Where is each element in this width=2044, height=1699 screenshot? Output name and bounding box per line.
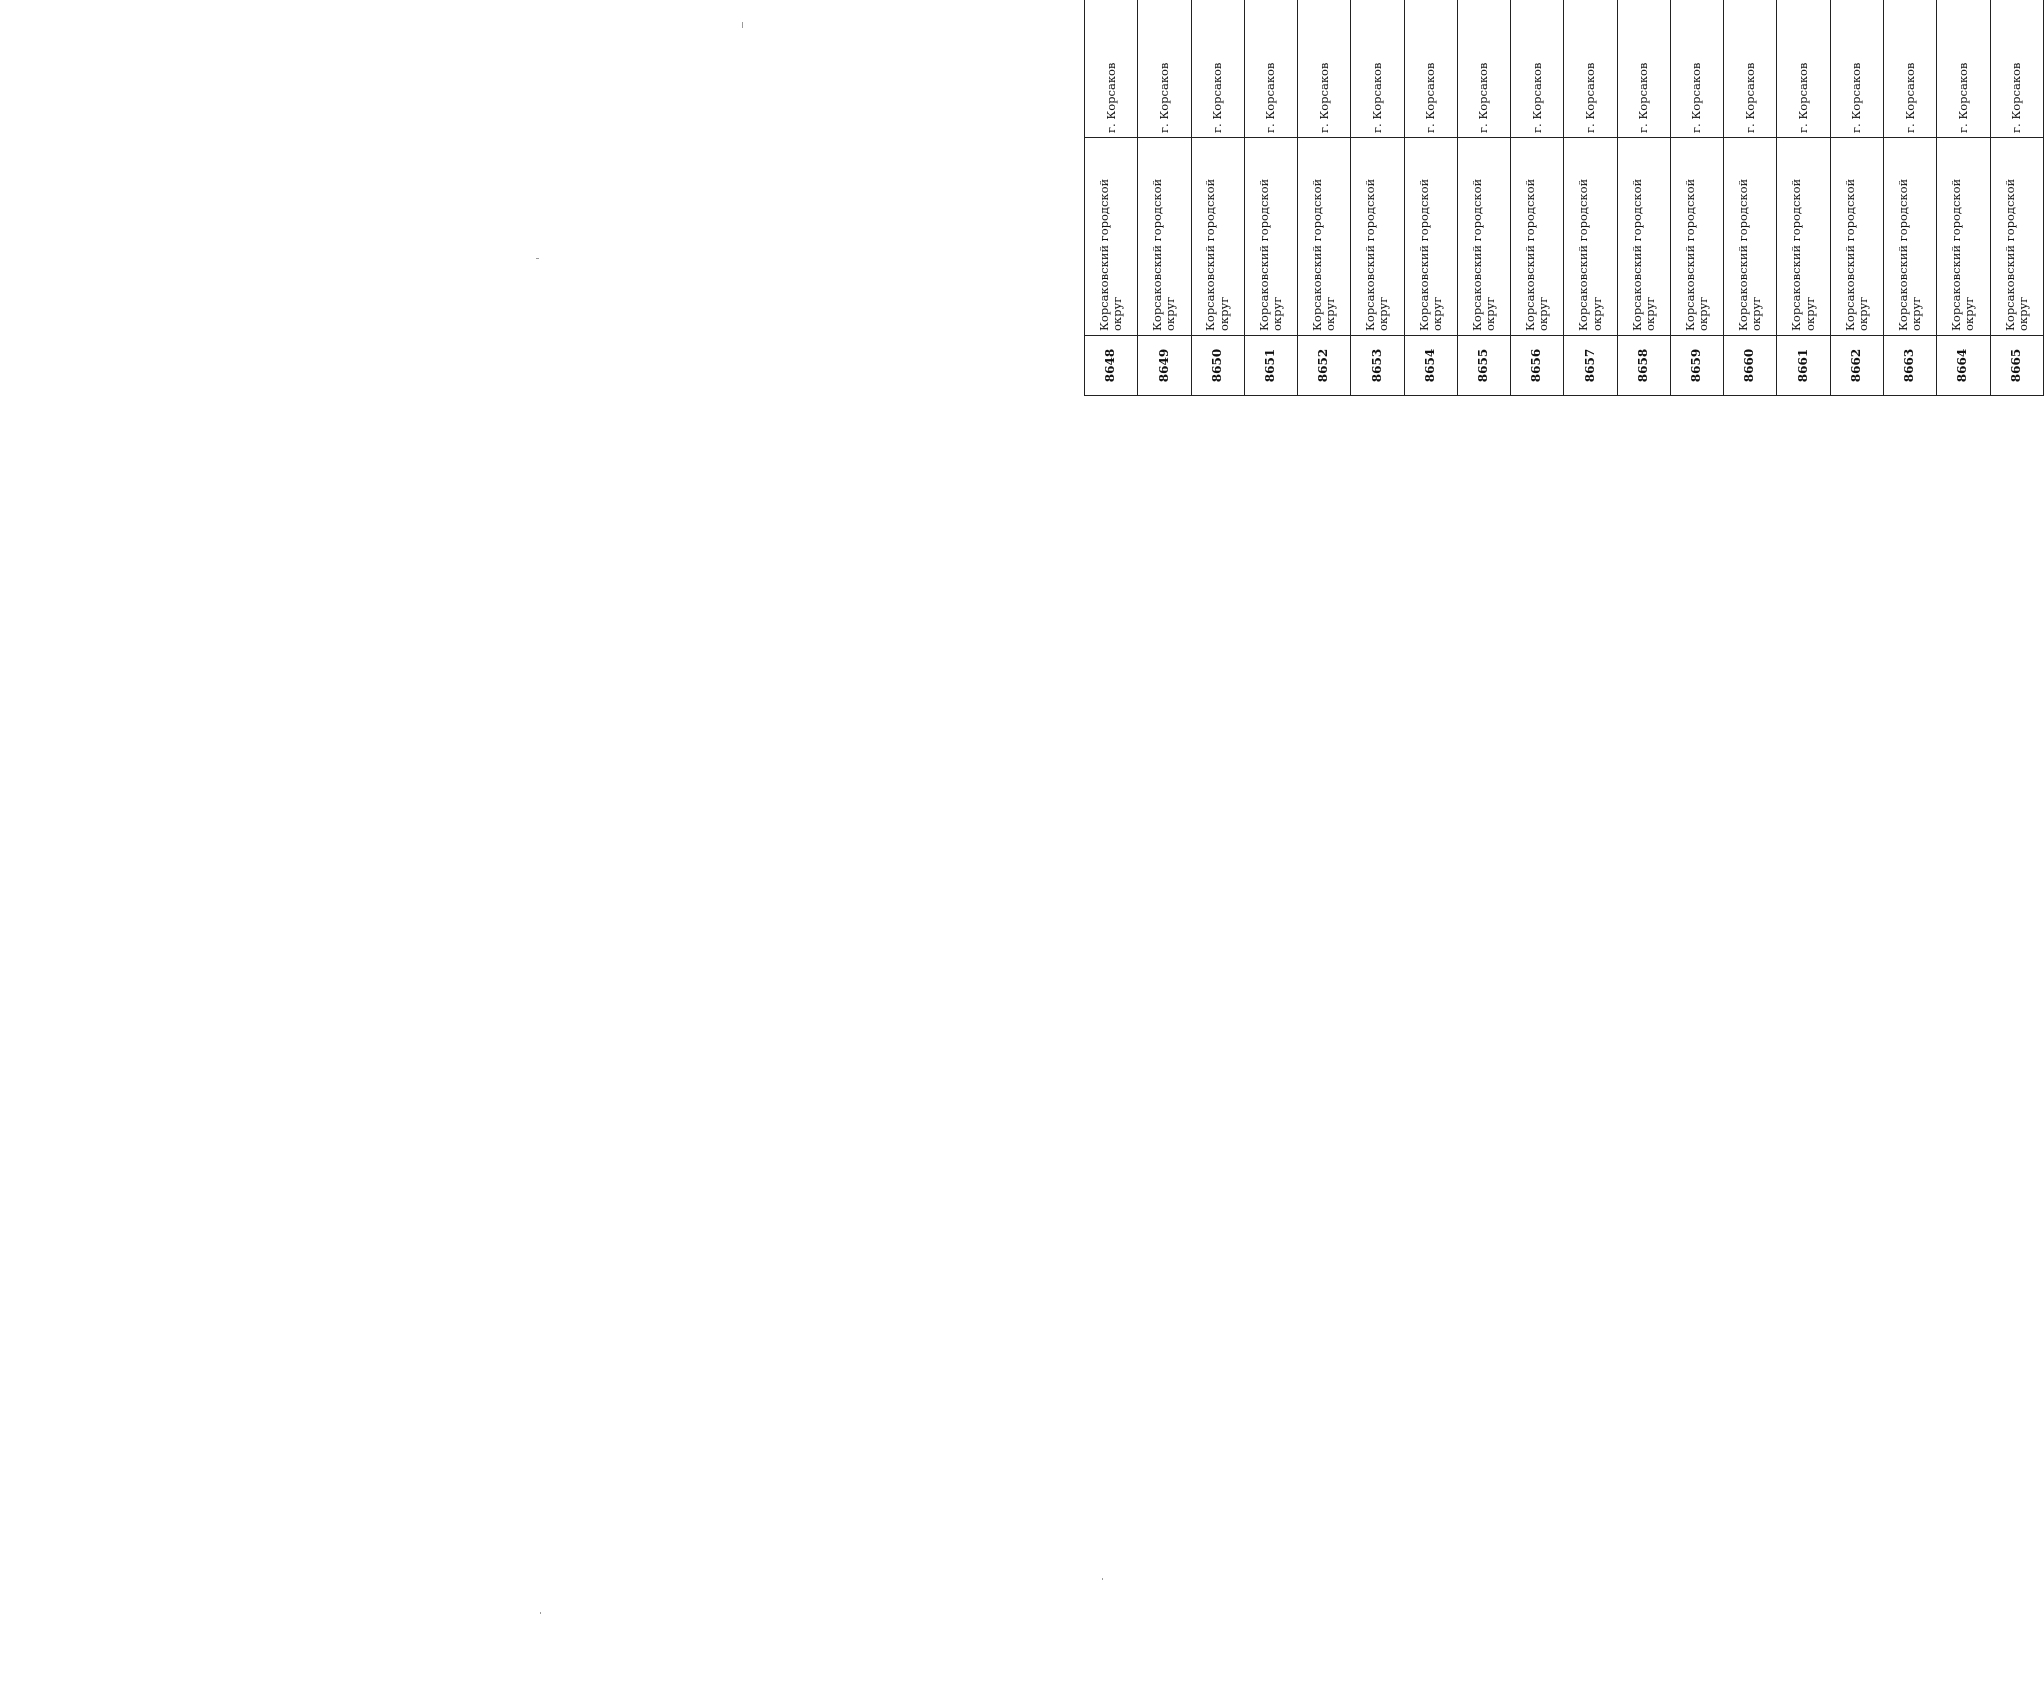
row-number: 8662	[1830, 336, 1883, 396]
row-number: 8657	[1564, 336, 1617, 396]
row-number: 8649	[1138, 336, 1191, 396]
locality-cell: г. Корсаков	[1617, 0, 1670, 138]
locality-cell: г. Корсаков	[1085, 0, 1138, 138]
table-row	[1990, 0, 2043, 396]
district-cell: Корсаковский городской округ	[1404, 138, 1457, 336]
locality-cell: г. Корсаков	[1724, 0, 1777, 138]
locality-cell: г. Корсаков	[1138, 0, 1191, 138]
table-row	[1351, 0, 1404, 396]
scan-speck	[742, 22, 743, 28]
district-cell: Корсаковский городской округ	[1937, 138, 1990, 336]
row-number: 8651	[1244, 336, 1297, 396]
row-number: 8659	[1670, 336, 1723, 396]
row-number: 8664	[1937, 336, 1990, 396]
locality-cell: г. Корсаков	[1564, 0, 1617, 138]
district-cell: Корсаковский городской округ	[1990, 138, 2043, 336]
row-number: 8653	[1351, 336, 1404, 396]
table-row	[1617, 0, 1670, 396]
scan-speck	[1102, 1578, 1103, 1580]
table-row	[1404, 0, 1457, 396]
district-cell: Корсаковский городской округ	[1244, 138, 1297, 336]
row-number: 8665	[1990, 336, 2043, 396]
row-number: 8656	[1511, 336, 1564, 396]
district-cell: Корсаковский городской округ	[1191, 138, 1244, 336]
locality-cell: г. Корсаков	[1937, 0, 1990, 138]
locality-cell: г. Корсаков	[1511, 0, 1564, 138]
locality-cell: г. Корсаков	[1990, 0, 2043, 138]
district-cell: Корсаковский городской округ	[1138, 138, 1191, 336]
locality-cell: г. Корсаков	[1670, 0, 1723, 138]
district-cell: Корсаковский городской округ	[1085, 138, 1138, 336]
district-cell: Корсаковский городской округ	[1670, 138, 1723, 336]
district-cell: Корсаковский городской округ	[1298, 138, 1351, 336]
table-row	[1244, 0, 1297, 396]
table-row	[1670, 0, 1723, 396]
district-cell: Корсаковский городской округ	[1883, 138, 1936, 336]
row-number: 8652	[1298, 336, 1351, 396]
row-number: 8661	[1777, 336, 1830, 396]
row-number: 8655	[1457, 336, 1510, 396]
table-row	[1191, 0, 1244, 396]
district-cell: Корсаковский городской округ	[1511, 138, 1564, 336]
district-cell: Корсаковский городской округ	[1351, 138, 1404, 336]
locality-cell: г. Корсаков	[1457, 0, 1510, 138]
table-row	[1564, 0, 1617, 396]
row-number: 8658	[1617, 336, 1670, 396]
district-cell: Корсаковский городской округ	[1564, 138, 1617, 336]
row-number: 8660	[1724, 336, 1777, 396]
table-row	[1937, 0, 1990, 396]
table-row	[1457, 0, 1510, 396]
scan-speck	[540, 1612, 541, 1614]
district-cell: Корсаковский городской округ	[1724, 138, 1777, 336]
table-row	[1298, 0, 1351, 396]
table-row	[1724, 0, 1777, 396]
row-number: 8654	[1404, 336, 1457, 396]
locality-cell: г. Корсаков	[1244, 0, 1297, 138]
row-number: 8663	[1883, 336, 1936, 396]
table-row	[1777, 0, 1830, 396]
row-number: 8648	[1085, 336, 1138, 396]
district-cell: Корсаковский городской округ	[1457, 138, 1510, 336]
table-row	[1085, 0, 1138, 396]
table-row	[1830, 0, 1883, 396]
locality-cell: г. Корсаков	[1830, 0, 1883, 138]
table-row	[1511, 0, 1564, 396]
row-number: 8650	[1191, 336, 1244, 396]
locality-cell: г. Корсаков	[1777, 0, 1830, 138]
table-row	[1883, 0, 1936, 396]
locality-cell: г. Корсаков	[1351, 0, 1404, 138]
locality-cell: г. Корсаков	[1883, 0, 1936, 138]
table-row	[1138, 0, 1191, 396]
gas-network-construction-table	[1084, 0, 2044, 396]
scan-speck	[536, 258, 539, 259]
district-cell: Корсаковский городской округ	[1617, 138, 1670, 336]
locality-cell: г. Корсаков	[1298, 0, 1351, 138]
district-cell: Корсаковский городской округ	[1830, 138, 1883, 336]
locality-cell: г. Корсаков	[1191, 0, 1244, 138]
district-cell: Корсаковский городской округ	[1777, 138, 1830, 336]
locality-cell: г. Корсаков	[1404, 0, 1457, 138]
